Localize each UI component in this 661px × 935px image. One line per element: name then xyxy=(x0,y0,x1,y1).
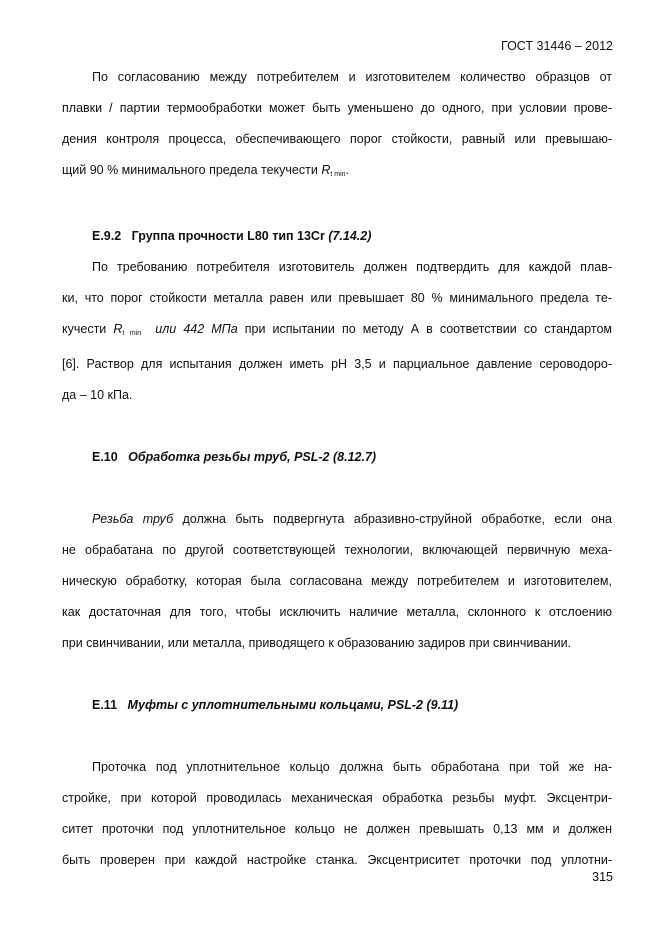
text-line: щий 90 % минимального предела текучести $R_{t min}$. xyxy=(62,163,349,178)
section-number: Е.10 xyxy=(92,450,118,464)
paragraph-sample-count xyxy=(62,62,612,190)
text-line: дения контроля процесса, обеспечивающего порог стойкости, равный или превышаю- xyxy=(62,132,612,146)
text-line: да – 10 кПа. xyxy=(62,388,133,402)
text-line: По требованию потребителя изготовитель должен подтвердить для каждой плав- xyxy=(92,260,612,274)
section-heading-e92 xyxy=(92,221,612,252)
page-number: 315 xyxy=(592,870,613,884)
text-line: не обрабатана по другой соответствующей технологии, включающей первичную меха- xyxy=(62,543,612,557)
paragraph-l80-strength xyxy=(62,252,612,411)
text-line: ситет проточки под уплотнительное кольцо не должен превышать 0,13 мм и должен xyxy=(62,822,612,836)
document-header: ГОСТ 31446 – 2012 xyxy=(501,39,613,53)
section-ref: (9.11) xyxy=(426,698,459,712)
section-heading-e10 xyxy=(92,442,612,473)
subscript-tmin: t min xyxy=(330,171,346,178)
page-content xyxy=(62,62,612,876)
section-ref: (8.12.7) xyxy=(333,450,377,464)
text-line: Проточка под уплотнительное кольцо должна быть обработана при той же на- xyxy=(92,760,612,774)
text-line: По согласованию между потребителем и изготовителем количество образцов от xyxy=(92,70,612,84)
text-line: ническую обработку, которая была согласована между потребителем и изготовителем, xyxy=(62,574,612,588)
text-line: стройке, при которой проводилась механическая обработка резьбы муфт. Эксцентри- xyxy=(62,791,612,805)
text-line: [6]. Раствор для испытания должен иметь рН 3,5 и парциальное давление сероводоро- xyxy=(62,357,612,371)
subscript-tmin: t min xyxy=(122,330,142,337)
text-line: при свинчивании, или металла, приводящего к образованию задиров при свинчивании. xyxy=(62,636,572,650)
alt-value: или 442 МПа xyxy=(155,322,238,336)
symbol-r: R xyxy=(113,322,123,336)
section-title: Муфты с уплотнительными кольцами, PSL-2 xyxy=(127,698,423,712)
paragraph-coupling-groove xyxy=(62,752,612,876)
section-ref: (7.14.2) xyxy=(328,229,372,243)
text-line: как достаточная для того, чтобы исключить наличие металла, склонного к отслоению xyxy=(62,605,612,619)
section-number: Е.9.2 xyxy=(92,229,122,243)
section-title: Обработка резьбы труб, PSL-2 xyxy=(128,450,330,464)
text-line: Резьба труб должна быть подвергнута абразивно-струйной обработке, если она xyxy=(92,512,612,526)
text-line: плавки / партии термообработки может быть уменьшено до одного, при условии прове- xyxy=(62,101,612,115)
paragraph-thread-treatment xyxy=(62,504,612,659)
text-line: быть проверен при каждой настройке станка. Эксцентриситет проточки под уплотни- xyxy=(62,853,612,867)
term-thread: Резьба труб xyxy=(92,512,174,526)
symbol-r: R xyxy=(321,163,331,177)
section-number: Е.11 xyxy=(92,698,118,712)
section-heading-e11 xyxy=(92,690,612,721)
text-line: ки, что порог стойкости металла равен или превышает 80 % минимального предела те- xyxy=(62,291,612,305)
text-line: кучести $R_{t min}$ или 442 МПа при испытании по методу А в соответствии со стандартом xyxy=(62,322,612,337)
section-title: Группа прочности L80 тип 13Cr xyxy=(131,229,325,243)
